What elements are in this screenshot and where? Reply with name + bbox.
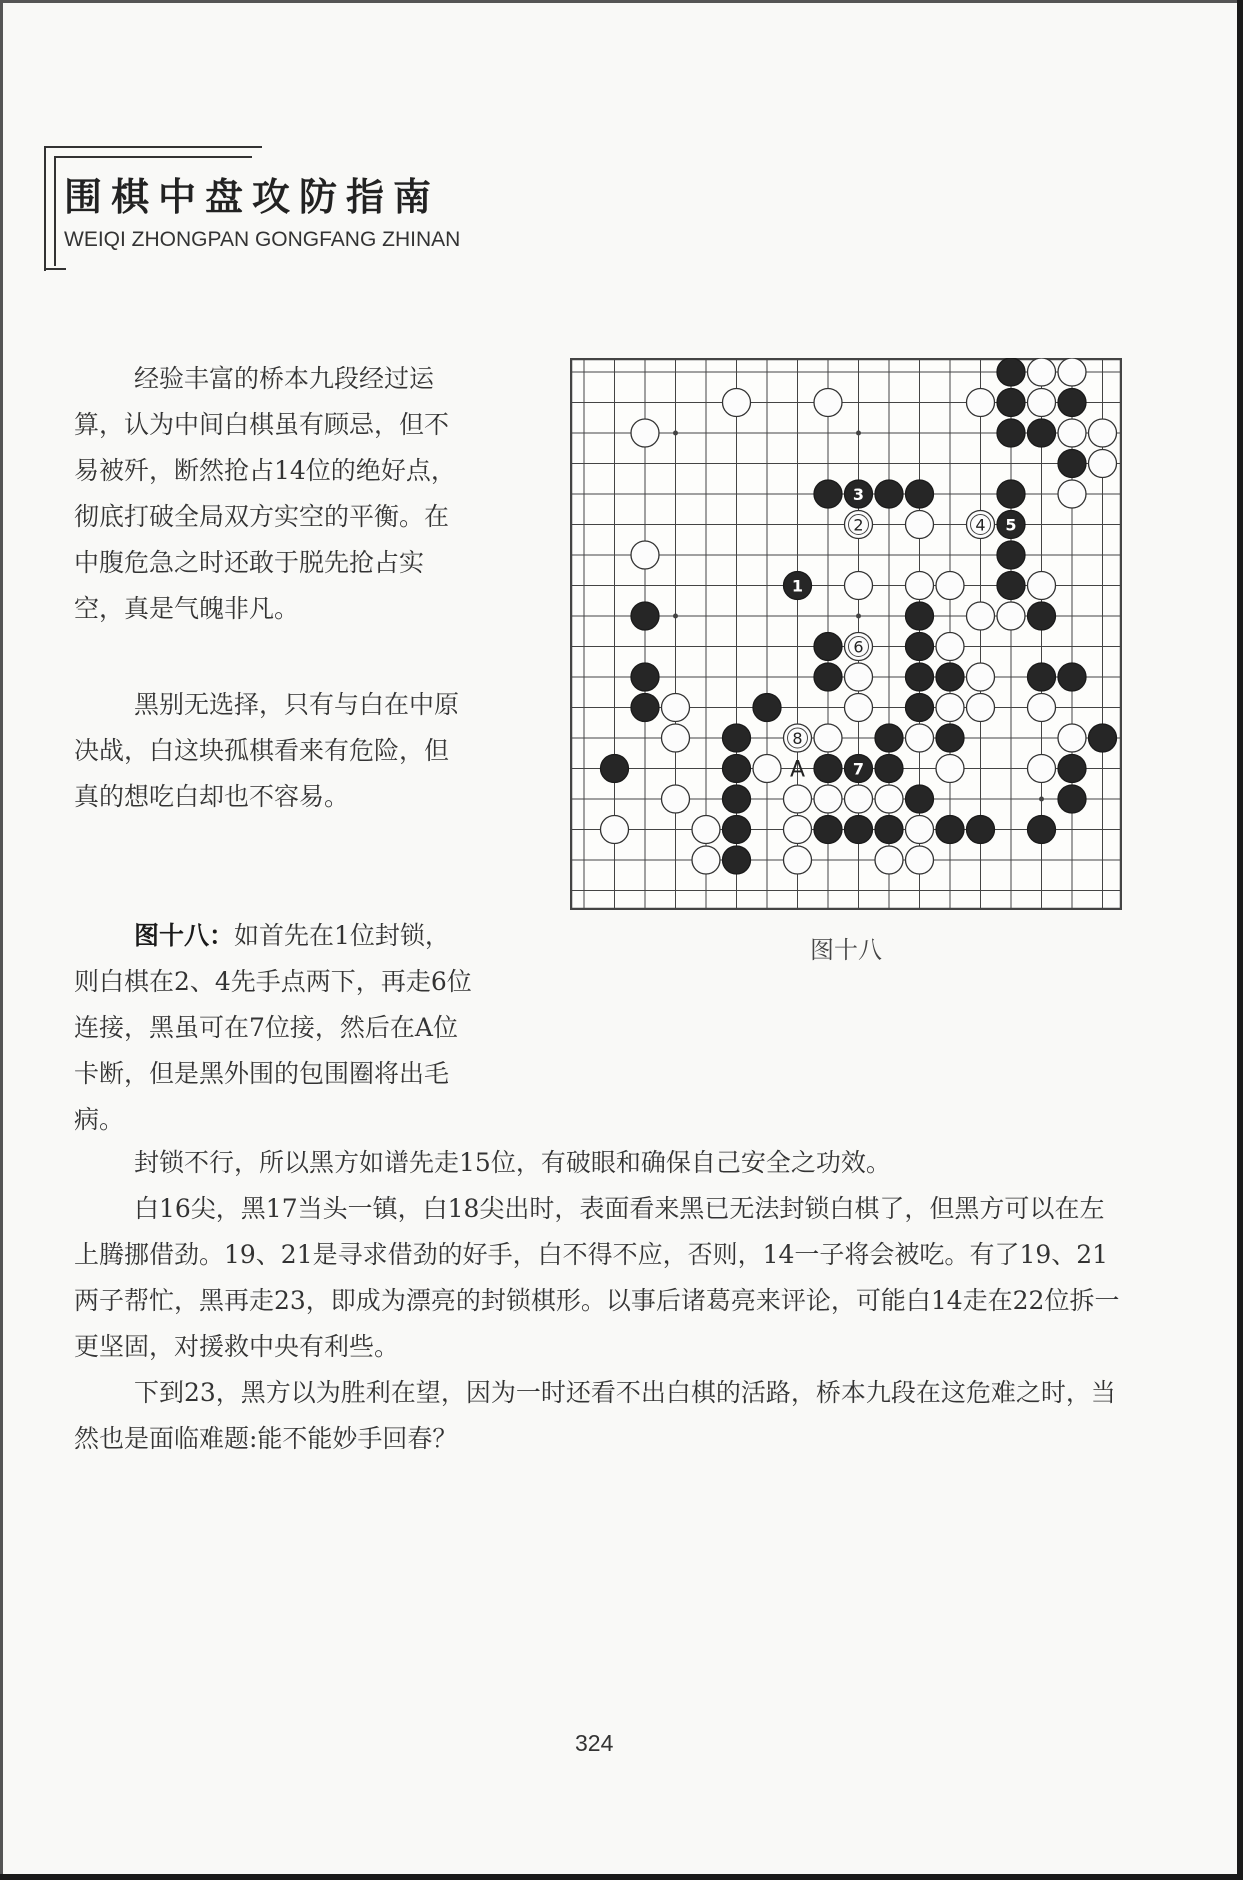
white-stone <box>1058 724 1086 752</box>
white-stone <box>662 694 690 722</box>
black-stone <box>936 663 964 691</box>
black-stone <box>814 816 842 844</box>
black-stone <box>1089 724 1117 752</box>
black-stone <box>997 572 1025 600</box>
black-stone <box>1028 419 1056 447</box>
white-stone <box>967 389 995 417</box>
white-stone <box>845 663 873 691</box>
star-point <box>856 614 861 619</box>
white-stone <box>906 511 934 539</box>
black-stone <box>723 785 751 813</box>
black-stone <box>1058 663 1086 691</box>
white-stone <box>936 694 964 722</box>
black-stone <box>997 358 1025 386</box>
black-stone <box>723 816 751 844</box>
white-stone <box>845 694 873 722</box>
white-stone <box>631 541 659 569</box>
black-stone <box>997 419 1025 447</box>
paragraph-4: 封锁不行，所以黑方如谱先走15位，有破眼和确保自己安全之功效。 <box>134 1148 891 1177</box>
move-number: 7 <box>852 759 865 779</box>
book-title: 围棋中盘攻防指南 <box>64 175 441 219</box>
white-stone <box>967 663 995 691</box>
black-stone <box>1058 785 1086 813</box>
black-stone <box>906 633 934 661</box>
white-stone <box>784 846 812 874</box>
white-stone <box>875 785 903 813</box>
figure-caption: 图十八 <box>810 936 882 964</box>
black-stone <box>1028 816 1056 844</box>
white-stone <box>1028 572 1056 600</box>
black-stone <box>967 816 995 844</box>
black-stone <box>936 724 964 752</box>
black-stone <box>723 846 751 874</box>
white-stone <box>845 572 873 600</box>
white-stone <box>723 389 751 417</box>
black-stone <box>936 816 964 844</box>
white-stone <box>936 755 964 783</box>
black-stone <box>1028 602 1056 630</box>
white-stone <box>631 419 659 447</box>
white-stone <box>1028 358 1056 386</box>
black-stone <box>906 663 934 691</box>
white-stone <box>1028 389 1056 417</box>
star-point <box>856 431 861 436</box>
figure-reference: 图十八： <box>134 921 235 950</box>
black-stone <box>723 724 751 752</box>
white-stone <box>906 572 934 600</box>
black-stone <box>875 724 903 752</box>
white-stone <box>784 785 812 813</box>
black-stone <box>1058 389 1086 417</box>
move-number: 5 <box>1005 515 1017 535</box>
black-stone <box>997 389 1025 417</box>
white-stone <box>875 846 903 874</box>
black-stone <box>875 480 903 508</box>
black-stone <box>814 755 842 783</box>
white-stone <box>906 816 934 844</box>
white-stone <box>601 816 629 844</box>
move-number: 2 <box>853 515 864 535</box>
paragraph-3 <box>74 913 474 1143</box>
black-stone <box>723 755 751 783</box>
black-stone <box>1028 663 1056 691</box>
white-stone <box>936 633 964 661</box>
star-point <box>673 431 678 436</box>
black-stone <box>906 602 934 630</box>
black-stone <box>997 541 1025 569</box>
black-stone <box>814 663 842 691</box>
white-stone <box>814 785 842 813</box>
black-stone <box>601 755 629 783</box>
white-stone <box>906 846 934 874</box>
white-stone <box>692 816 720 844</box>
black-stone <box>906 785 934 813</box>
black-stone <box>631 694 659 722</box>
black-stone <box>1058 450 1086 478</box>
white-stone <box>1058 480 1086 508</box>
white-stone <box>1028 694 1056 722</box>
white-stone <box>814 389 842 417</box>
star-point <box>673 614 678 619</box>
go-board-figure <box>570 358 1122 910</box>
page-edge-top <box>0 0 1243 3</box>
black-stone <box>906 480 934 508</box>
white-stone <box>967 694 995 722</box>
black-stone <box>906 694 934 722</box>
black-stone <box>875 816 903 844</box>
black-stone <box>997 480 1025 508</box>
white-stone <box>906 724 934 752</box>
white-stone <box>1058 358 1086 386</box>
white-stone <box>753 755 781 783</box>
white-stone <box>814 724 842 752</box>
white-stone <box>662 785 690 813</box>
move-number: 6 <box>853 637 864 657</box>
white-stone <box>692 846 720 874</box>
page-edge-bottom <box>0 1874 1243 1880</box>
move-number: 3 <box>852 485 865 504</box>
go-board <box>570 358 1122 910</box>
paragraph-6: 下到23，黑方以为胜利在望，因为一时还看不出白棋的活路，桥本九段在这危难之时，当然也是面临难题:能不能妙手回春？ <box>74 1378 1116 1453</box>
black-stone <box>875 755 903 783</box>
paragraph-5: 白16尖，黑17当头一镇，白18尖出时，表面看来黑已无法封锁白棋了，但黑方可以在左上腾挪借劲。19、21是寻求借劲的好手，白不得不应，否则，14一子将会被吃。有了19、21两子帮忙，黑再走23，即成为漂亮的封锁棋形。以事后诸葛亮来评论，可能白14走在22位拆一更坚固，对援救中央有利些。 <box>74 1194 1120 1361</box>
black-stone <box>631 602 659 630</box>
paragraph-2: 黑别无选择，只有与白在中原决战，白这块孤棋看来有危险，但真的想吃白却也不容易。 <box>74 690 460 811</box>
black-stone <box>814 480 842 508</box>
black-stone <box>845 816 873 844</box>
white-stone <box>936 572 964 600</box>
page-edge-right <box>1237 0 1243 1880</box>
paragraph-3-body: 如首先在1位封锁，则白棋在2、4先手点两下，再走6位连接，黑虽可在7位接，然后在A位卡断，但是黑外围的包围圈将出毛病。 <box>74 921 472 1134</box>
move-number: 1 <box>791 576 804 596</box>
white-stone <box>967 602 995 630</box>
point-label: A <box>789 757 806 783</box>
white-stone <box>662 724 690 752</box>
black-stone <box>631 663 659 691</box>
move-number: 8 <box>792 729 803 748</box>
header-frame-foot <box>44 268 66 270</box>
page-number: 324 <box>575 1730 614 1756</box>
white-stone <box>1028 755 1056 783</box>
page-edge-left <box>0 0 3 1880</box>
black-stone <box>753 694 781 722</box>
book-subtitle: WEIQI ZHONGPAN GONGFANG ZHINAN <box>64 228 461 251</box>
black-stone <box>1058 755 1086 783</box>
white-stone <box>1058 419 1086 447</box>
white-stone <box>784 816 812 844</box>
move-number: 4 <box>975 515 986 535</box>
white-stone <box>1089 419 1117 447</box>
paragraph-1: 经验丰富的桥本九段经过运算，认为中间白棋虽有顾忌，但不易被歼，断然抢占14位的绝好点，彻底打破全局双方实空的平衡。在中腹危急之时还敢于脱先抢占实空，真是气魄非凡。 <box>74 364 456 623</box>
white-stone <box>997 602 1025 630</box>
white-stone <box>845 785 873 813</box>
white-stone <box>1089 450 1117 478</box>
star-point <box>1039 797 1044 802</box>
black-stone <box>814 633 842 661</box>
